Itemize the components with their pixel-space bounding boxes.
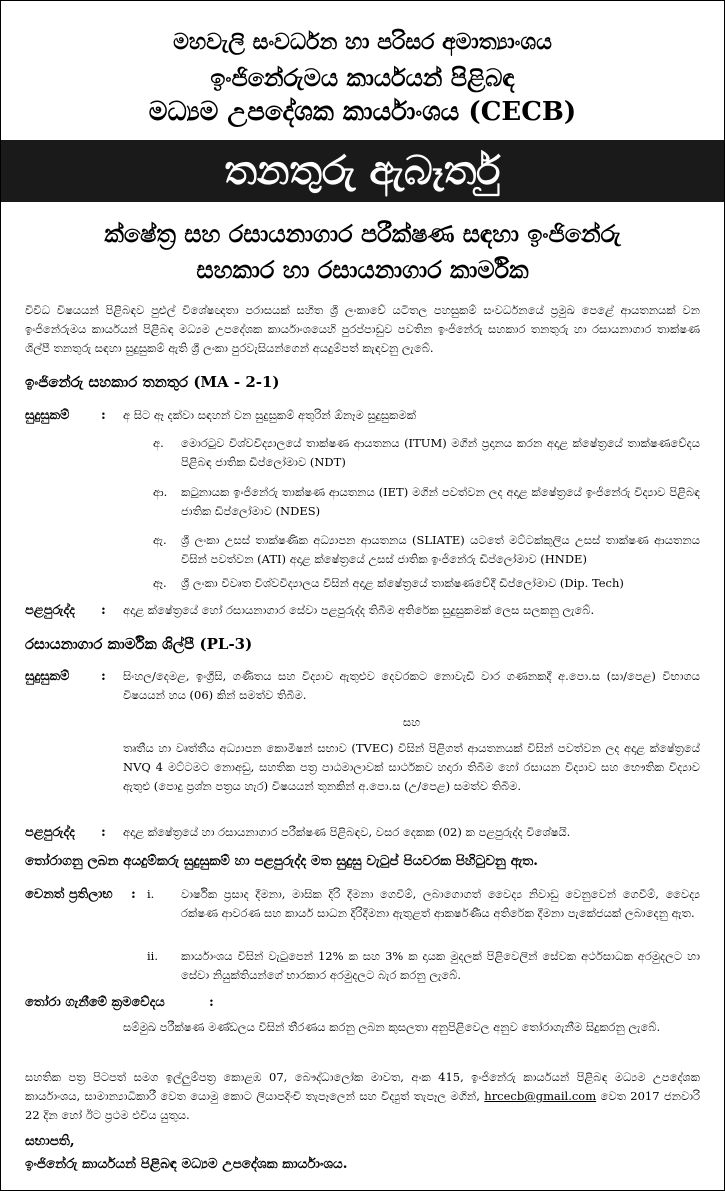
list-marker: ආ. xyxy=(153,485,168,499)
colon: : xyxy=(101,408,106,423)
submission-instructions xyxy=(25,1068,700,1125)
ministry-name: මහවැලි සංවර්ධන හා පරිසර අමාත්‍යාංශය xyxy=(173,29,552,55)
vacancies-banner: තනතුරු ඇබෑර්තු xyxy=(1,140,724,202)
procedure-text: සම්මුඛ පරීක්ෂණ මණ්ඩලය විසින් තීරණය කරනු ලබන කුසලතා අනුපිළිවෙල අනුව තෝරාගැනීම සිදුකරනු ලැබේ. xyxy=(123,1020,661,1034)
benefit-item: කාර්යාංශය විසින් වැටුපෙන් 12% ක සහ 3% ක දායක මුදලක් පිළිවෙලින් සේවක අර්ථසාධක අරමුදලට හා සේවා නියුක්තියන්ගේ භාරකාර අරමුදලට බැර කරනු ලැබේ. xyxy=(181,949,700,982)
benefits-label: වෙනත් ප්‍රතිලාභ xyxy=(25,887,113,902)
colon: : xyxy=(101,825,106,840)
post2-qualifications-text1: සිංහල/දෙමළ, ඉංග්‍රීසි, ගණිතය සහ විද්‍යාව ඇතුළුව දෙවරකට නොවැඩි වාර ගණනකදී අ.පො.ස (සා/පෙළ) විභාගය විෂයයන් හය (06) කින් සමත්ව තිබීම. xyxy=(123,669,700,702)
list-item: මොරටුව විශ්වවිද්‍යාලයේ තාක්ෂණ ආයතනය (ITUM) මගින් ප්‍රදානය කරන අදාළ ක්ෂේත්‍රයේ තාක්ෂණවේදය පිළිබඳ ජාතික ඩිප්ලෝමාව (NDT) xyxy=(181,436,700,469)
colon: : xyxy=(101,669,106,684)
org-name-line1: ඉංජිනේරුමය කාර්යයන් පිළිබඳ xyxy=(210,63,515,92)
subtitle-line1: ක්ෂේත්‍ර සහ රසායනාගාර පරීක්ෂණ සඳහා ඉංජිනේරු xyxy=(104,219,621,248)
signature-org: ඉංජිනේරු කාර්යයන් පිළිබඳ මධ්‍යම උපදේශක කාර්යාංශය. xyxy=(25,1156,348,1172)
colon: : xyxy=(209,995,214,1010)
colon: : xyxy=(101,603,106,618)
post2-qualifications-label: සුදුසුකම් xyxy=(25,669,70,684)
and-separator: සහ xyxy=(402,715,421,729)
post1-qualifications-intro: අ සිට ඈ දක්වා සඳහන් වන සුදුසුකම් අතුරින් ඕනෑම සුදුසුකමක් xyxy=(123,408,416,422)
benefit-item: වාර්ෂික ප්‍රසාද දීමනා, මාසික දිරි දීමනා ගෙවීම්, ලබාගොගත් වෛද්‍ය නිවාඩු වෙනුවෙන් ගෙවීම්, වෛද්‍ය රක්ෂණ ආවරණ සහ කාර්ය සාධන දිරිදීමනා ඇතුළත් ආකර්ෂණීය අතිරේක දීමනා පැකේජයක් ලබාදෙනු ඇත. xyxy=(181,887,700,920)
org-name-line2: මධ්‍යම උපදේශක කාර්යාංශය (CECB) xyxy=(148,97,577,127)
post1-experience-label: පළපුරුද්ද xyxy=(25,603,75,618)
list-marker: ඇ. xyxy=(153,533,167,547)
post1-qualifications-label: සුදුසුකම් xyxy=(25,408,70,423)
submission-text: සහතික පත්‍ර පිටපත් සමග ඉල්ලුම්පත්‍ර කොළඹ 07, බෞද්ධාලෝක මාවත, අංක 415, ඉංජිනේරු කාර්යයන් පිළිබඳ මධ්‍යම උපදේශක කාර්යාංශය, සාමාන්‍යාධිකාරී වෙත යොමු කොට ලියාපදිංචි තැපෑලෙන් සහ විද්‍යුත් තැපෑල මගින්, xyxy=(25,1070,700,1103)
post2-experience-text: අදාළ ක්ෂේත්‍රයේ හා රසායනාගාර පරීක්ෂණ පිළිබඳව, වසර දෙකක (02) ක පළපුරුද්ද විශේෂයි. xyxy=(123,825,571,839)
list-item: ශ්‍රී ලංකා විවෘත විශ්වවිද්‍යාලය විසින් අදාළ ක්ෂේත්‍රයේ තාක්ෂණවේදී ඩිප්ලෝමාව (Dip. Tech) xyxy=(181,576,624,590)
list-marker: ii. xyxy=(147,949,159,963)
post2-title: රසායනාගාර කාර්මික ශිල්පී (PL-3) xyxy=(25,635,253,653)
post1-experience-text: අදාළ ක්ෂේත්‍රයේ හෝ රසායනාගාර සේවා පළපුරුද්ද තිබීම අතිරේක සුදුසුකමක් ලෙස සලකනු ලැබේ. xyxy=(123,603,595,617)
selection-note: තෝරාගනු ලබන අයදුම්කරු සුදුසුකම් හා පළපුරුද්ද මත සුදුසු වැටුප් පියවරක පිහිටුවනු ඇත. xyxy=(25,853,538,869)
post1-title: ඉංජිනේරු සහකාර තනතුර (MA - 2-1) xyxy=(25,373,280,391)
signature-title: සභාපති, xyxy=(25,1133,75,1149)
list-marker: අ. xyxy=(153,436,164,450)
email-link[interactable]: hrcecb@gmail.com xyxy=(484,1089,597,1103)
deadline-text: වෙත 2017 ජනවාරි 22 දින හෝ ඊට ප්‍රථම එවිය යුතුය. xyxy=(25,1089,701,1122)
subtitle-line2: සහකාර හා රසායනාගාර කාර්මික xyxy=(196,255,529,284)
procedure-label: තෝරා ගැනීමේ ක්‍රමවේදය xyxy=(25,995,165,1010)
list-item: ශ්‍රී ලංකා උසස් තාක්ෂණික අධ්‍යාපන ආයතනය (SLIATE) යටතේ මට්ටක්කුලිය උසස් තාක්ෂණ ආයතනය විසින් පවත්වන (ATI) අදාළ ක්ෂේත්‍රයේ උසස් ජාතික ඉංජිනේරු ඩිප්ලෝමාව (HNDE) xyxy=(181,533,700,566)
intro-paragraph: විවිධ විෂයයන් පිළිබඳව පුළුල් විශේෂඥතා පරාසයක් සහිත ශ්‍රී ලංකාවේ යටිතල පහසුකම් සංවර්ධනයේ ප්‍රමුඛ පෙළේ ආයතනයක් වන ඉංජිනේරුමය කාර්යයන් පිළිබඳ මධ්‍යම උපදේශක කාර්යාංශයෙහි පුරප්පාඩුව පවතින ඉංජිනේරු සහකාර තනතුරු හා රසායනාගාර තාක්ෂණ ශිල්පී තනතුරු සඳහා සුදුසුකම් ඇති ශ්‍රී ලංකා පුරවැසියන්ගෙන් අයදුම්පත් කැඳවනු ලැබේ. xyxy=(25,303,700,355)
post2-qualifications-text2: තෘතීය හා වෘත්තීය අධ්‍යාපන කොමිෂන් සභාව (TVEC) විසින් පිළිගත් ආයතනයක් විසින් පවත්වන ලද අදාළ ක්ෂේත්‍රයේ NVQ 4 මට්ටමට නොඅඩු, සහතික පත්‍ර පාඨමාලාවක් සාර්ථකව හදාරා තිබීම හෝ රසායන විද්‍යාව සහ භෞතික විද්‍යාව ඇතුළු (පොදු ප්‍රශ්න පත්‍රය හැර) විෂයයන් තුනකින් අ.පො.ස (උ/පෙළ) සමත්ව තිබීම. xyxy=(123,741,700,793)
list-marker: ඈ. xyxy=(153,576,167,590)
colon: : xyxy=(131,887,136,902)
list-marker: i. xyxy=(147,887,155,901)
list-item: කටුනායක ඉංජිනේරු තාක්ෂණ ආයතනය (IET) මගින් පවත්වන ලද අදාළ ක්ෂේත්‍රයේ ඉංජිනේරු විද්‍යාව පිළිබඳ ජාතික ඩිප්ලෝමාව (NDES) xyxy=(181,485,700,518)
post2-experience-label: පළපුරුද්ද xyxy=(25,825,75,840)
